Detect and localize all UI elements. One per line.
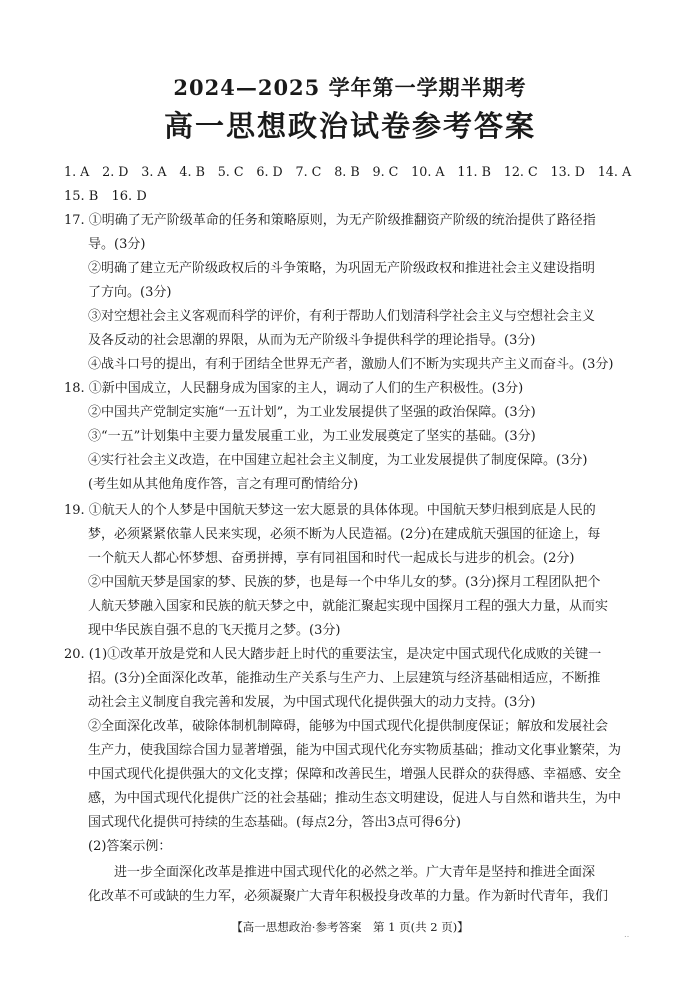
mc-answer: 14. A [597, 165, 632, 180]
q20-example-line: 进一步全面深化改革是推进中国式现代化的必然之举。广大青年是坚持和推进全面深 [114, 865, 596, 880]
q20-example-line: 化改革不可或缺的生力军，必须凝聚广大青年积极投身改革的力量。作为新时代青年，我们 [88, 889, 609, 904]
q17-line: ②明确了建立无产阶级政权后的斗争策略，为巩固无产阶级政权和推进社会主义建设指明 [88, 261, 596, 276]
q19-line: 现中华民族自强不息的飞天揽月之梦。(3分) [88, 623, 341, 638]
q18-line: 18. ①新中国成立，人民翻身成为国家的主人，调动了人们的生产积极性。(3分) [64, 381, 524, 396]
q17-line: ③对空想社会主义客观而科学的评价，有利于帮助人们划清科学社会主义与空想社会主义 [88, 309, 596, 324]
q17-line: ④战斗口号的提出，有利于团结全世界无产者，激励人们不断为实现共产主义而奋斗。(3分) [88, 357, 614, 372]
mc-answer: 3. A [141, 165, 167, 180]
q17-line: 了方向。(3分) [88, 285, 172, 300]
q20-line: 中国式现代化提供强大的文化支撑；保障和改善民生，增强人民群众的获得感、幸福感、安全 [88, 767, 622, 782]
q20-line: 感，为中国式现代化提供广泛的社会基础；推动生态文明建设，促进人与自然和谐共生，为中 [88, 791, 622, 806]
mc-answer: 6. D [256, 165, 283, 180]
q20-sub-heading: (2)答案示例： [88, 839, 172, 854]
mc-answer: 8. B [334, 165, 360, 180]
q19-line: 梦，必须紧紧依靠人民来实现，必须不断为人民造福。(2分)在建成航天强国的征途上，每 [88, 527, 601, 542]
exam-answer-title: 高一思想政治试卷参考答案 [163, 109, 536, 143]
mc-answer: 16. D [111, 189, 147, 204]
mc-answer: 4. B [179, 165, 205, 180]
q20-line: 动社会主义制度自我完善和发展，为中国式现代化提供强大的动力支持。(3分) [88, 695, 536, 710]
exam-term-title: 2024—2025 学年第一学期半期考 [173, 75, 527, 100]
mc-answer: 11. B [457, 165, 491, 180]
mc-answers-row-2 [64, 188, 156, 206]
q19-line: 人航天梦融入国家和民族的航天梦之中，就能汇聚起实现中国探月工程的强大力量，从而实 [88, 599, 609, 614]
mc-answer: 7. C [295, 165, 322, 180]
q18-note: (考生如从其他角度作答，言之有理可酌情给分) [88, 477, 359, 492]
q19-line: ②中国航天梦是国家的梦、民族的梦，也是每一个中华儿女的梦。(3分)探月工程团队把个 [88, 575, 601, 590]
q18-line: ③“一五”计划集中主要力量发展重工业，为工业发展奠定了坚实的基础。(3分) [88, 429, 536, 444]
mc-answer: 15. B [64, 189, 99, 204]
q20-line: 20. (1)①改革开放是党和人民大踏步赶上时代的重要法宝，是决定中国式现代化成败的关键一 [64, 647, 602, 662]
q20-line: ②全面深化改革，破除体制机制障碍，能够为中国式现代化提供制度保证；解放和发展社会 [88, 719, 609, 734]
q19-line: 一个航天人都心怀梦想、奋勇拼搏，享有同祖国和时代一起成长与进步的机会。(2分) [88, 551, 575, 566]
q18-line: ④实行社会主义改造，在中国建立起社会主义制度，为工业发展提供了制度保障。(3分) [88, 453, 588, 468]
mc-answer: 13. D [550, 165, 585, 180]
mc-answer: 2. D [102, 165, 129, 180]
mc-answers-row-1 [64, 164, 640, 182]
q17-line: 导。(3分) [88, 237, 146, 252]
page-footer: 【高一思想政治·参考答案 第 1 页(共 2 页)】 [231, 920, 469, 934]
mc-answer: 5. C [217, 165, 244, 180]
q17-line: 17. ①明确了无产阶级革命的任务和策略原则，为无产阶级推翻资产阶级的统治提供了路径指 [64, 213, 596, 228]
mc-answer: 10. A [411, 165, 445, 180]
q20-line: 国式现代化提供可持续的生态基础。(每点2分，答出3点可得6分) [88, 815, 461, 830]
q20-line: 生产力，使我国综合国力显著增强，能为中国式现代化夯实物质基础；推动文化事业繁荣，为 [88, 743, 622, 758]
q19-line: 19. ①航天人的个人梦是中国航天梦这一宏大愿景的具体体现。中国航天梦归根到底是人民的 [64, 503, 596, 518]
q17-line: 及各反动的社会思潮的界限，从而为无产阶级斗争提供科学的理论指导。(3分) [88, 333, 536, 348]
corner-mark: ‥ [624, 930, 630, 939]
mc-answer: 12. C [503, 165, 538, 180]
q20-line: 招。(3分)全面深化改革，能推动生产关系与生产力、上层建筑与经济基础相适应，不断推 [88, 671, 601, 686]
mc-answer: 1. A [64, 165, 90, 180]
q18-line: ②中国共产党制定实施“一五计划”，为工业发展提供了坚强的政治保障。(3分) [88, 405, 536, 420]
mc-answer: 9. C [372, 165, 399, 180]
